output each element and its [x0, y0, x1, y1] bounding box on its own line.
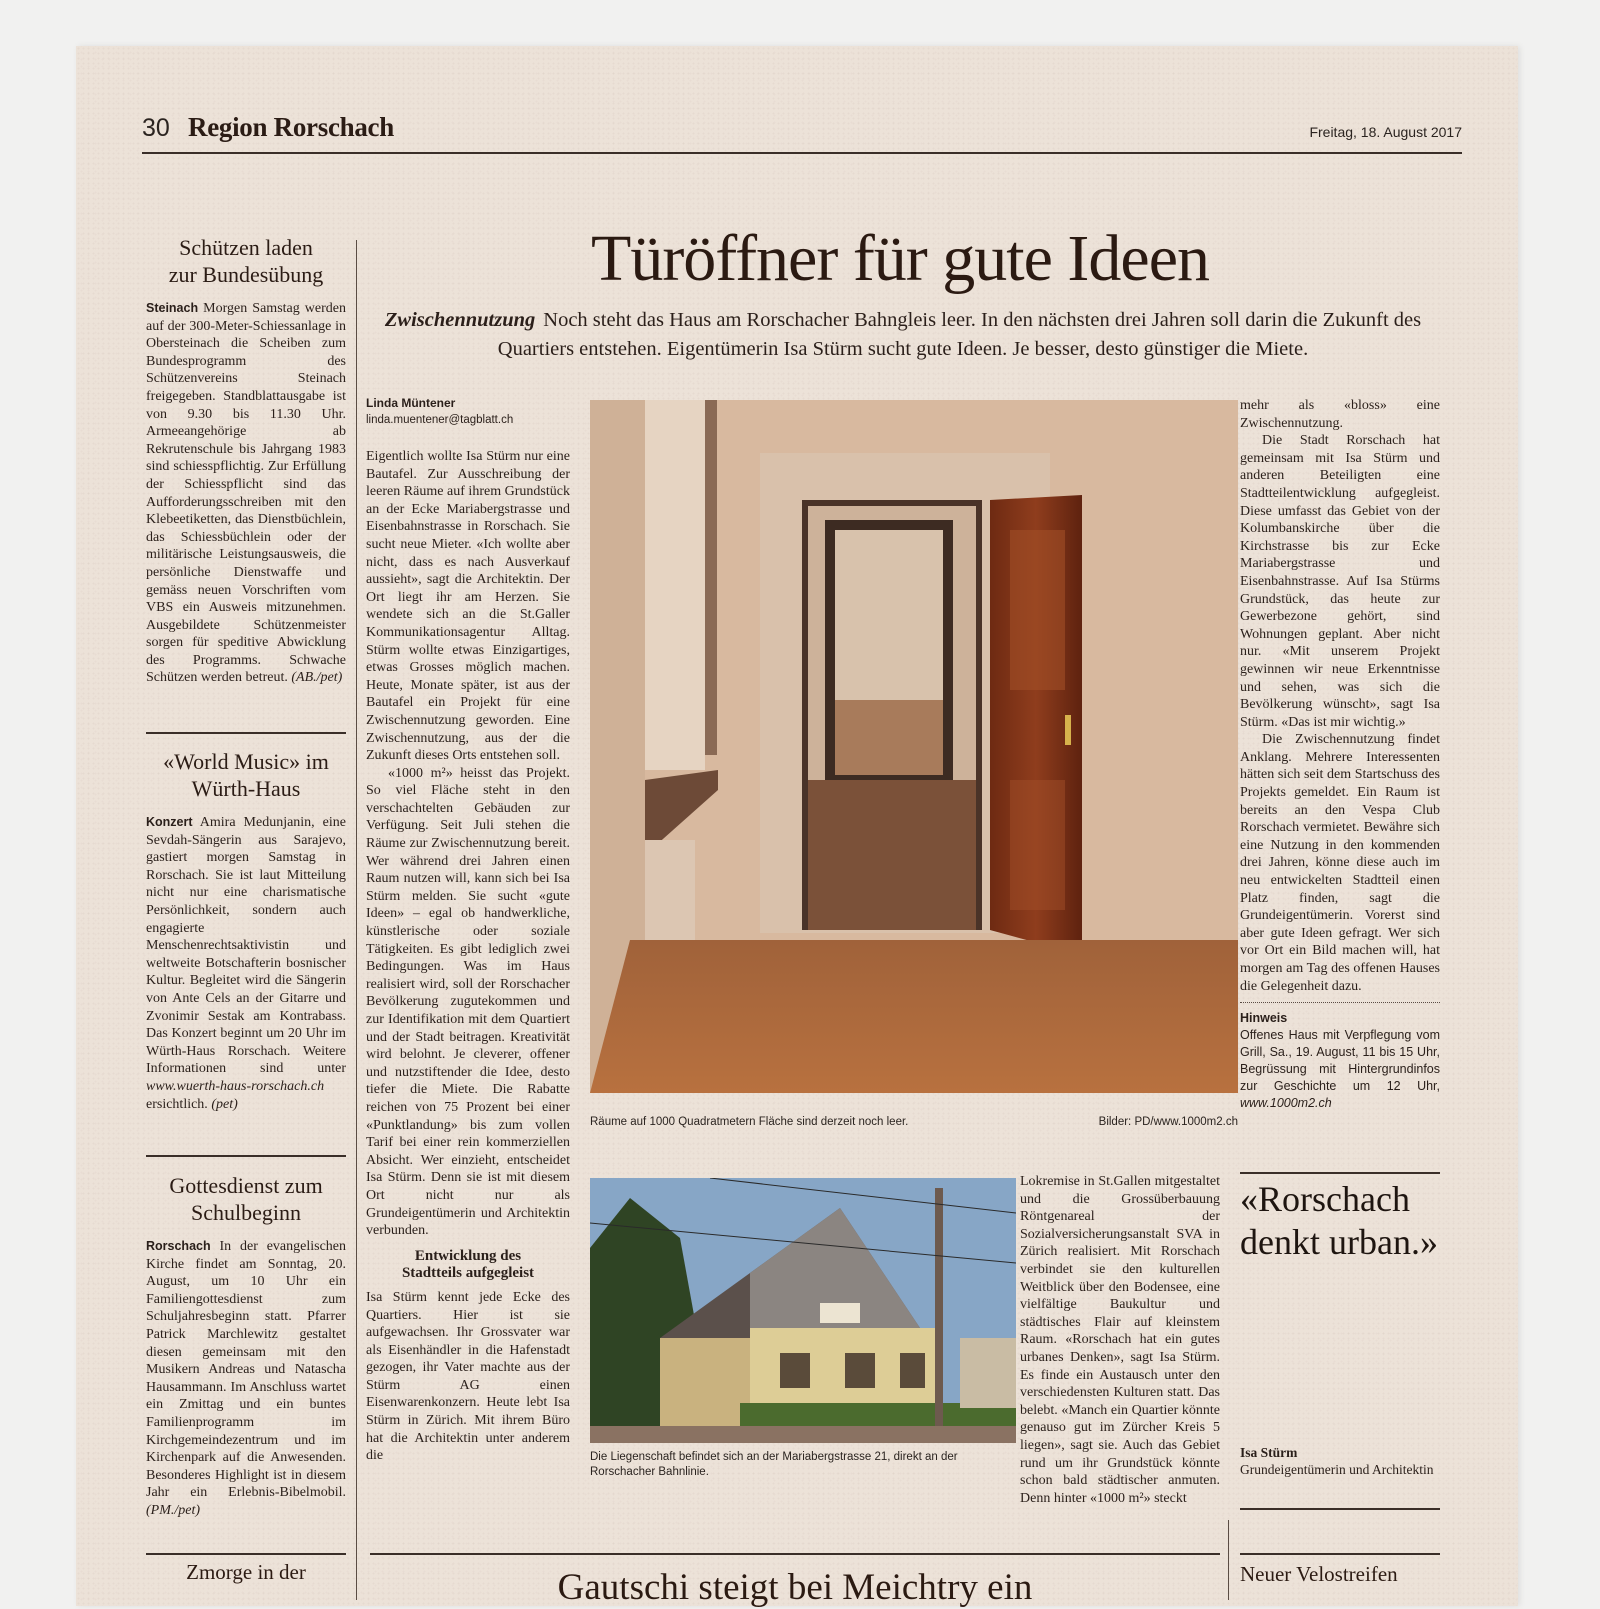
quote-role: Grundeigentümerin und Architektin [1240, 1462, 1434, 1477]
hinweis-box: Hinweis Offenes Haus mit Verpflegung vom Grill, Sa., 19. August, 11 bis 15 Uhr, Begrüssung mit Hintergrundinfos zur Geschichte um 12 Uhr, www.1000m2.ch [1240, 1011, 1440, 1110]
bottom-rule [370, 1553, 1220, 1555]
hinweis-divider [1240, 1002, 1440, 1003]
brief-body: Rorschach In der evangelischen Kirche findet am Sonntag, 20. August, um 10 Uhr ein Familiengottesdienst zum Schuljahresbeginn statt. Pfarrer Patrick Marchlewitz gestaltet diesen gemeinsam mit den Musikern Andreas und Natascha Hausammann. Im Anschluss wartet ein Zmittag und ein buntes Familienprogramm im Kirchgemeindezentrum und im Kirchenpark auf die Anwesenden. Besonderes Highlight ist in diesem Jahr ein Erlebnis-Bibelmobil. (PM./pet) [146, 1239, 347, 1518]
quote-attribution [1240, 1444, 1450, 1478]
hinweis-link[interactable]: www.1000m2.ch [1240, 1096, 1332, 1110]
brief-gottesdienst [146, 1172, 346, 1520]
quote-author: Isa Stürm [1240, 1445, 1298, 1460]
teaser-zmorge: Zmorge in der [186, 1560, 306, 1584]
teaser-headline: Gautschi steigt bei Meichtry ein [557, 1567, 1033, 1608]
brief-body: Konzert Amira Medunjanin, eine Sevdah-Sängerin aus Sarajevo, gastiert morgen Samstag in Rorschach. Sie ist laut Mitteilung nicht nur eine charismatische Persönlichkeit, sondern auch engagierte Menschenrechtsaktivistin und weltweite Botschafterin bosnischer Kultur. Begleitet wird die Sängerin von Ante Cels an der Gitarre und Zvonimir Sestak am Kontrabass. Das Konzert beginnt um 20 Uhr im Würth-Haus Rorschach. Weitere Informationen sind unter www.wuerth-haus-rorschach.ch ersichtlich. (pet) [146, 815, 346, 1112]
column-divider [1228, 1520, 1229, 1600]
brief-konzert [146, 748, 346, 1113]
page-number: 30 [142, 114, 170, 142]
brief-body: Steinach Morgen Samstag werden auf der 300-Meter-Schiessanlage in Obersteinach die Scheiben zum Bundesprogramm des Schützenvereins Steinach freigegeben. Standblattausgabe ist von 9.30 bis 11.30 Uhr. Armeeangehörige ab Rekrutenschule bis Jahrgang 1983 sind schiesspflichtig. Zur Erfüllung der Schiesspflicht sind das Aufforderungsschreiben mit den Klebeetiketten, das Dienstbüchlein, das Schiessbüchlein oder der militärische Leistungsausweis, die persönliche Dienstwaffe und gemäss neuen Vorschriften vom VBS ein Ausweis mitzunehmen. Ausgebildete Schützenmeister sorgen für speditive Abwicklung des Programms. Schwache Schützen werden betreut. (AB./pet) [146, 301, 346, 686]
brief-link[interactable]: www.wuerth-haus-rorschach.ch [146, 1078, 325, 1094]
brief-steinach [146, 234, 346, 687]
issue-date: Freitag, 18. August 2017 [1309, 124, 1462, 140]
roofline: Zwischennutzung [384, 309, 536, 331]
house-railway-image [590, 1178, 1016, 1443]
photo-interior [590, 400, 1238, 1093]
article-headline: Türöffner für gute Ideen [591, 222, 1209, 295]
photo-house [590, 1178, 1016, 1443]
quote-rule [1240, 1172, 1440, 1174]
brief-kicker: Konzert [146, 815, 193, 829]
brief-kicker: Steinach [146, 301, 199, 315]
hinweis-label: Hinweis [1240, 1011, 1288, 1025]
byline [366, 395, 513, 428]
brief-divider [146, 1155, 346, 1157]
photo-credit: Bilder: PD/www.1000m2.ch [1098, 1116, 1238, 1128]
brief-divider [146, 1553, 346, 1555]
article-subhead: Entwicklung des Stadtteils aufgegleist [401, 1247, 535, 1282]
interior-door-image [590, 400, 1238, 1093]
pull-quote: «Rorschach denkt urban.» [1240, 1179, 1438, 1262]
brief-kicker: Rorschach [146, 1239, 211, 1253]
article-column-1: Eigentlich wollte Isa Stürm nur eine Bautafel. Zur Ausschreibung der leeren Räume auf ihrem Grundstück an der Ecke Mariabergstrasse und Eisenbahnstrasse in Rorschach. Sie sucht neue Mieter. «Ich wollte aber nicht, dass es nach Ausverkauf aussieht», sagt die Architektin. Der Ort liegt ihr am Herzen. Sie wendete sich an die St.Galler Kommunikationsagentur Alltag. Stürm wollte etwas Einzigartiges, etwas Grosses möglich machen. Heute, Monate später, ist aus der Bautafel ein Projekt für eine Zwischennutzung geworden. Eine Zwischennutzung, aus der die Zukunft dieses Orts entstehen soll. «1000 m²» heisst das Projekt. So viel Fläche steht in den verschachtelten Gebäuden zur Verfügung. Seit Juli stehen die Räume zur Zwischennutzung bereit. Wer während drei Jahren einen Raum nutzen will, kann sich bei Isa Stürm melden. Sie sucht «gute Ideen» – egal ob handwerkliche, künstlerische oder soziale Tätigkeiten. Es gibt lediglich zwei Bedingungen. Was im Haus realisiert wird, soll der Rorschacher Bevölkerung zugutekommen und zur Identifikation mit dem Quartiert und der Stadt beitragen. Kreativität wird belohnt. Je cleverer, offener und nutzstiftender die Idee, desto tiefer die Miete. Die Rabatte reichen von 75 Prozent bei einer «Punktlandung» bis zum vollen Tarif bei einer rein kommerziellen Absicht. Wer einzieht, entscheidet Isa Stürm. Denn sie ist mit diesem Ort nicht nur als Grundeigentümerin und Architektin verbunden. Entwicklung des Stadtteils aufgegleist Isa Stürm kennt jede Ecke des Quartiers. Hier ist sie aufgewachsen. Ihr Grossvater war als Eisenhändler in die Hafenstadt gezogen, ihr Vater machte aus der Stürm AG einen Eisenwarenkonzern. Heute lebt Isa Stürm in Zürich. Mit ihrem Büro hat die Architektin unter anderem die [366, 449, 570, 1464]
section-title: Region Rorschach [188, 112, 394, 142]
article-column-3: Lokremise in St.Gallen mitgestaltet und die Grossüberbauung Röntgenareal der Sozialversicherungsanstalt SVA in Zürich realisiert. Mit Rorschach verbindet sie den kulturellen Weitblick über den Bodensee, eine vielfältige Baukultur und städtisches Flair auf kleinstem Raum. «Rorschach hat ein gutes urbanes Denken», sagt Isa Stürm. Es finde ein Austausch unter den verschiedensten Kulturen statt. Das belebt. «Manch ein Quartier könnte genauso gut im Zürcher Kreis 5 liegen», sagt sie. Auch das Gebiet rund um ihr Grundstück könnte schon bald städtischer anmuten. Denn hinter «1000 m²» steckt [1020, 1174, 1220, 1506]
brief-title: Gottesdienst zum Schulbeginn [169, 1173, 323, 1225]
header-rule [142, 152, 1462, 154]
teaser-velostreifen: Neuer Velostreifen [1240, 1562, 1398, 1586]
article-lead: Zwischennutzung Noch steht das Haus am Rorschacher Bahngleis leer. In den nächsten drei Jahren soll darin die Zukunft des Quartiers entstehen. Eigentümerin Isa Stürm sucht gute Ideen. Je besser, desto günstiger die Miete. [384, 309, 1422, 360]
photo-caption-1: Räume auf 1000 Quadratmetern Fläche sind derzeit noch leer. [590, 1116, 909, 1128]
quote-bottom-rule [1240, 1508, 1440, 1510]
brief-divider [146, 732, 346, 734]
article-column-right: mehr als «bloss» eine Zwischennutzung. Die Stadt Rorschach hat gemeinsam mit Isa Stürm und anderen Beteiligten eine Stadtteilentwicklung aufgegleist. Diese umfasst das Gebiet von der Kolumbanskirche über die Kirchstrasse bis zur Ecke Mariabergstrasse und Eisenbahnstrasse. Auf Isa Stürms Grundstück, das heute zur Gewerbezone gehört, sind Wohnungen geplant. Aber nicht nur. «Mit unserem Projekt gewinnen wir neue Erkenntnisse und sehen, was sich die Bevölkerung wünscht», sagt Isa Stürm. «Das ist mir wichtig.» Die Zwischennutzung findet Anklang. Mehrere Interessenten hätten sich seit dem Startschuss des Projekts gemeldet. Ein Raum ist bereits an den Vespa Club Rorschach vermietet. Bewähre sich eine Nutzung in den kommenden drei Jahren, könne diese auch im neu entwickelten Stadtteil einen Platz finden, sagt die Grundeigentümerin. Vorerst sind aber gute Ideen gefragt. Wer sich vor Ort ein Bild machen will, hat morgen am Tag des offenen Hauses die Gelegenheit dazu. [1240, 398, 1440, 994]
column-divider [356, 240, 357, 1600]
brief-title: Schützen laden zur Bundesübung [168, 235, 324, 287]
bottom-rule-right [1240, 1553, 1440, 1555]
author-email[interactable]: linda.muentener@tagblatt.ch [366, 414, 514, 426]
photo-caption-2: Die Liegenschaft befindet sich an der Mariabergstrasse 21, direkt an der Rorschacher Bahnlinie. [590, 1451, 958, 1478]
author-name: Linda Müntener [366, 396, 456, 410]
brief-title: «World Music» im Würth-Haus [163, 749, 329, 801]
